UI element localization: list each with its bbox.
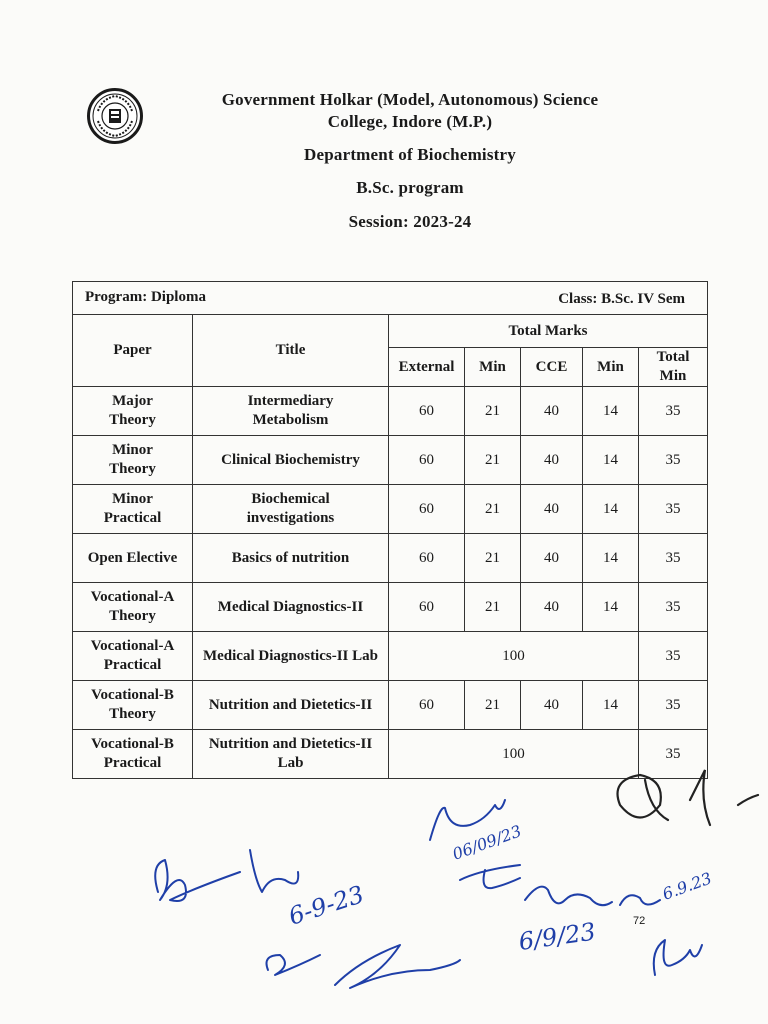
cce-cell: 40 [521, 485, 583, 534]
session-title: Session: 2023-24 [348, 212, 472, 231]
table-row [73, 632, 708, 681]
total-min-cell: 35 [639, 387, 708, 436]
college-name-line2: College, Indore (M.P.) [327, 112, 493, 131]
paper-cell: Vocational-A Theory [73, 583, 193, 632]
total-min-cell: 35 [639, 436, 708, 485]
paper-cell: Open Elective [73, 534, 193, 583]
title-cell: Biochemical investigations [193, 485, 389, 534]
program-title: B.Sc. program [356, 178, 464, 197]
signature-8 [620, 895, 660, 905]
min-cell: 21 [465, 681, 521, 730]
department-title: Department of Biochemistry [304, 145, 516, 164]
total-min-cell: 35 [639, 583, 708, 632]
header-title: Title [193, 315, 389, 387]
external-cell: 60 [389, 681, 465, 730]
signature-1 [155, 860, 240, 901]
header-paper: Paper [73, 315, 193, 387]
title-cell: Basics of nutrition [193, 534, 389, 583]
combined-marks-cell: 100 [389, 730, 639, 779]
title-cell: Medical Diagnostics-II Lab [193, 632, 389, 681]
handwritten-date-4: 6.9.23 [659, 868, 715, 904]
min2-cell: 14 [583, 681, 639, 730]
external-cell: 60 [389, 436, 465, 485]
college-name-line1: Government Holkar (Model, Autonomous) Science [221, 90, 599, 109]
combined-marks-cell: 100 [389, 632, 639, 681]
min2-cell: 14 [583, 485, 639, 534]
cce-cell: 40 [521, 436, 583, 485]
program-label: Program: Diploma [85, 289, 206, 305]
signature-2 [250, 850, 298, 892]
cce-cell: 40 [521, 534, 583, 583]
class-label: Class: B.Sc. IV Sem [558, 291, 686, 307]
handwritten-date-1: 6-9-23 [285, 880, 368, 931]
signatures-area [0, 760, 768, 1024]
paper-cell: Vocational-A Practical [73, 632, 193, 681]
title-cell: Intermediary Metabolism [193, 387, 389, 436]
title-cell: Medical Diagnostics-II [193, 583, 389, 632]
table-row [73, 681, 708, 730]
paper-cell: Vocational-B Theory [73, 681, 193, 730]
header-cce: CCE [521, 348, 583, 387]
external-cell: 60 [389, 534, 465, 583]
signature-3 [267, 955, 321, 975]
header-min: Min [465, 348, 521, 387]
college-seal-logo [87, 88, 143, 144]
external-cell: 60 [389, 485, 465, 534]
paper-cell: Major Theory [73, 387, 193, 436]
external-cell: 60 [389, 387, 465, 436]
min-cell: 21 [465, 534, 521, 583]
external-cell: 60 [389, 583, 465, 632]
signature-9 [654, 940, 702, 975]
header-external: External [389, 348, 465, 387]
signature-4 [335, 945, 460, 988]
total-min-cell: 35 [639, 632, 708, 681]
total-min-cell: 35 [639, 485, 708, 534]
program-row [73, 282, 708, 315]
page-number: 72 [633, 915, 646, 927]
title-cell: Nutrition and Dietetics-II [193, 681, 389, 730]
marks-table [72, 281, 708, 779]
paper-cell: Minor Theory [73, 436, 193, 485]
total-min-cell: 35 [639, 730, 708, 779]
min-cell: 21 [465, 485, 521, 534]
header-total-marks: Total Marks [389, 315, 708, 348]
signature-7 [525, 887, 612, 906]
signature-6 [460, 865, 520, 888]
total-min-cell: 35 [639, 534, 708, 583]
table-row [73, 436, 708, 485]
total-min-cell: 35 [639, 681, 708, 730]
cce-cell: 40 [521, 387, 583, 436]
signature-10 [618, 770, 759, 825]
min2-cell: 14 [583, 534, 639, 583]
min-cell: 21 [465, 436, 521, 485]
table-row [73, 583, 708, 632]
paper-cell: Minor Practical [73, 485, 193, 534]
min2-cell: 14 [583, 387, 639, 436]
min-cell: 21 [465, 583, 521, 632]
table-row [73, 485, 708, 534]
program-cell [73, 282, 708, 315]
header-min2: Min [583, 348, 639, 387]
handwritten-date-3: 6/9/23 [516, 917, 598, 956]
title-cell: Nutrition and Dietetics-II Lab [193, 730, 389, 779]
min2-cell: 14 [583, 583, 639, 632]
header-row [73, 315, 708, 348]
paper-cell: Vocational-B Practical [73, 730, 193, 779]
cce-cell: 40 [521, 583, 583, 632]
handwritten-date-2: 06/09/23 [449, 821, 524, 864]
min2-cell: 14 [583, 436, 639, 485]
table-row [73, 387, 708, 436]
header-total-min: Total Min [639, 348, 708, 387]
table-row [73, 534, 708, 583]
min-cell: 21 [465, 387, 521, 436]
title-cell: Clinical Biochemistry [193, 436, 389, 485]
cce-cell: 40 [521, 681, 583, 730]
